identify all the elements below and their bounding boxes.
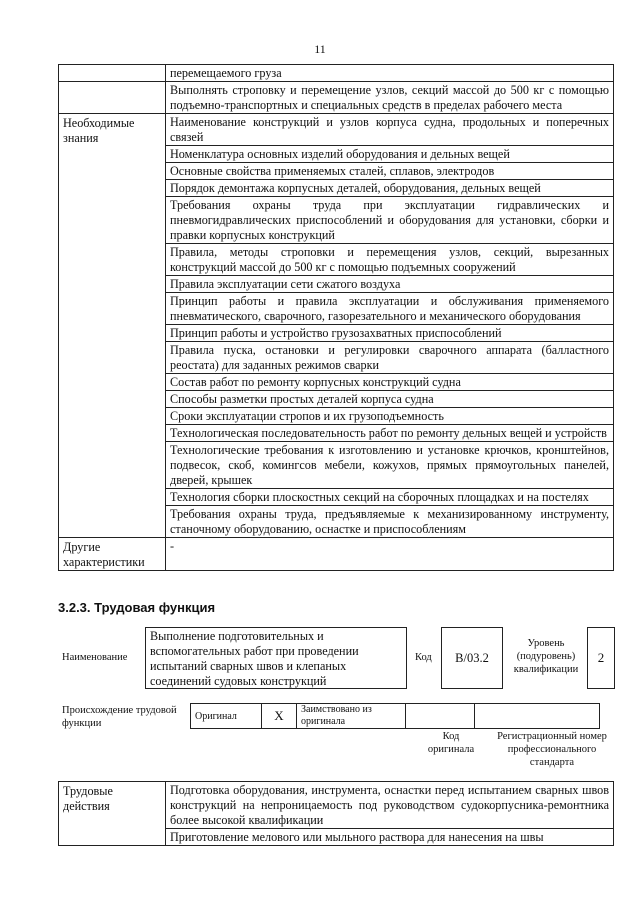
function-name-value: Выполнение подготовительных и вспомогательных работ при проведении испытаний сварных швов и клепаных соединений судовых конструкций	[145, 627, 407, 689]
knowledge-item: Номенклатура основных изделий оборудования и дельных вещей	[166, 146, 614, 163]
skills-label-cell	[59, 65, 166, 82]
origin-label: Происхождение трудовой функции	[62, 705, 177, 729]
skill-item: Выполнять строповку и перемещение узлов, секций массой до 500 кг с помощью подъемно-транспортных и специальных средств в пределах рабочего места	[166, 82, 614, 114]
level-value: 2	[587, 627, 615, 689]
knowledge-item: Порядок демонтажа корпусных деталей, оборудования, дельных вещей	[166, 180, 614, 197]
page-number: 11	[314, 42, 326, 56]
knowledge-item: Наименование конструкций и узлов корпуса судна, продольных и поперечных связей	[166, 114, 614, 146]
original-mark: X	[262, 704, 297, 729]
reg-caption: Регистрационный номер профессионального стандарта	[497, 731, 607, 768]
knowledge-item: Сроки эксплуатации стропов и их грузоподъемность	[166, 408, 614, 425]
knowledge-item: Принцип работы и устройство грузозахватных приспособлений	[166, 325, 614, 342]
action-item: Приготовление мелового или мыльного раствора для нанесения на швы	[166, 829, 614, 846]
knowledge-label: Необходимые знания	[59, 114, 166, 538]
knowledge-item: Технологическая последовательность работ по ремонту дельных вещей и устройств	[166, 425, 614, 442]
knowledge-item: Технологические требования к изготовлению и установке крючков, кронштейнов, подвесок, скоб, комингсов мебели, кожухов, прямых прямоугольных панелей, дверей, крышек	[166, 442, 614, 489]
origin-table	[190, 703, 600, 729]
knowledge-item: Требования охраны труда при эксплуатации гидравлических и пневмогидравлических приспособлений и оборудования для установки, сборки и правки корпусных конструкций	[166, 197, 614, 244]
knowledge-item: Способы разметки простых деталей корпуса судна	[166, 391, 614, 408]
function-name-label: Наименование	[62, 652, 128, 663]
origin-code-cell	[406, 704, 475, 729]
code-caption: Код оригинала	[427, 731, 475, 755]
knowledge-item: Основные свойства применяемых сталей, сплавов, электродов	[166, 163, 614, 180]
knowledge-item: Состав работ по ремонту корпусных конструкций судна	[166, 374, 614, 391]
level-label: Уровень (подуровень) квалификации	[513, 638, 579, 675]
code-label: Код	[415, 652, 432, 663]
original-label: Оригинал	[191, 704, 262, 729]
actions-table	[58, 781, 614, 846]
other-label: Другие характеристики	[59, 538, 166, 571]
skills-label-cell	[59, 82, 166, 114]
actions-label: Трудовые действия	[59, 782, 166, 846]
knowledge-item: Правила эксплуатации сети сжатого воздуха	[166, 276, 614, 293]
knowledge-item: Принцип работы и правила эксплуатации и обслуживания применяемого пневматического, сварочного, газорезательного и механического оборудования	[166, 293, 614, 325]
code-value: В/03.2	[441, 627, 503, 689]
origin-reg-cell	[475, 704, 600, 729]
knowledge-item: Требования охраны труда, предъявляемые к механизированному инструменту, станочному оборудованию, оснастке и приспособлениям	[166, 506, 614, 538]
skill-item: перемещаемого груза	[166, 65, 614, 82]
knowledge-item: Правила пуска, остановки и регулировки сварочного аппарата (балластного реостата) для заданных режимов сварки	[166, 342, 614, 374]
knowledge-item: Технология сборки плоскостных секций на сборочных площадках и на постелях	[166, 489, 614, 506]
borrowed-label: Заимствовано из оригинала	[297, 704, 406, 729]
action-item: Подготовка оборудования, инструмента, оснастки перед испытанием сварных швов конструкций на непроницаемость под руководством судокорпусника-ремонтника более высокой квалификации	[166, 782, 614, 829]
section-title: 3.2.3. Трудовая функция	[58, 600, 216, 615]
knowledge-item: Правила, методы строповки и перемещения узлов, секций, вырезанных конструкций массой до 500 кг с помощью подъемных сооружений	[166, 244, 614, 276]
requirements-table	[58, 64, 614, 571]
other-value: -	[166, 538, 614, 571]
